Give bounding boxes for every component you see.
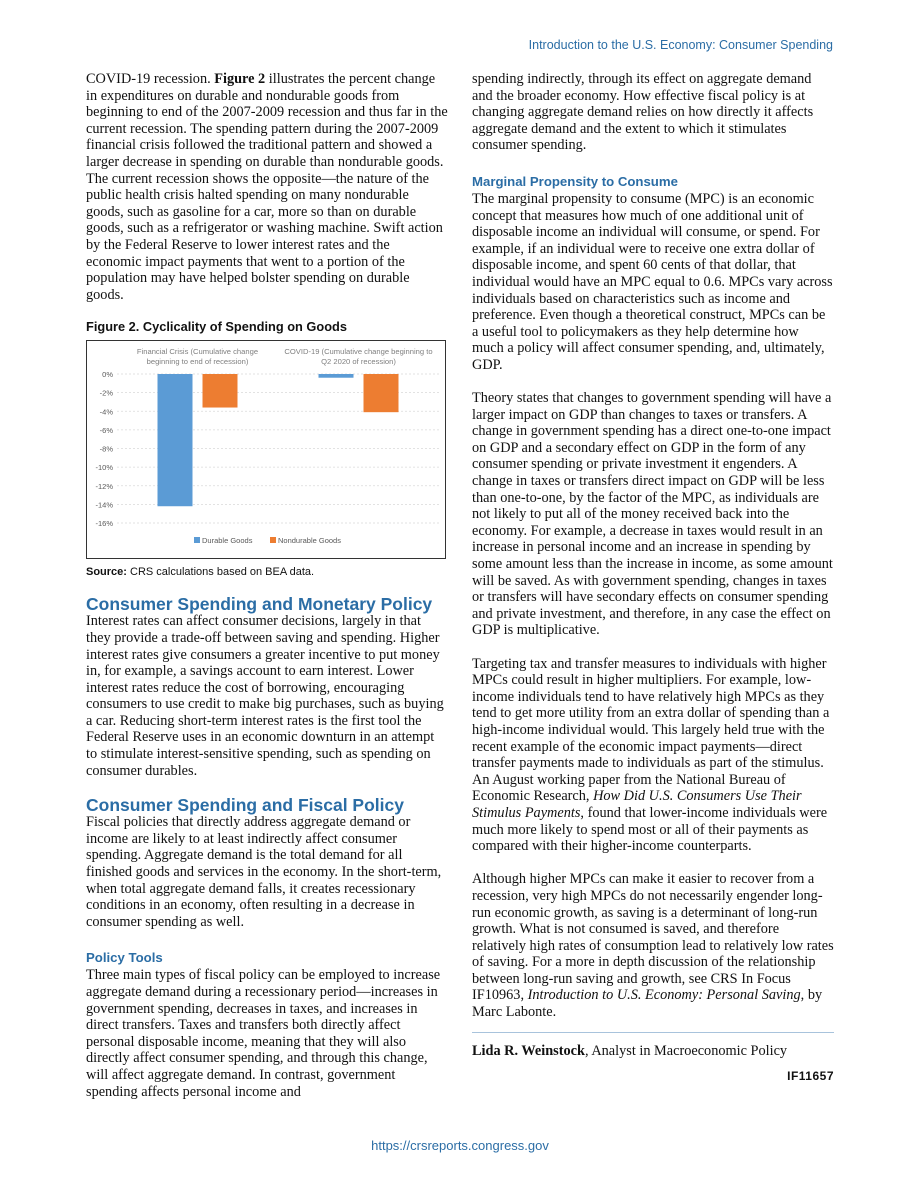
intro-paragraph: COVID-19 recession. Figure 2 illustrates the percent change in expenditures on durable and nondurable goods from beginning to end of the 2007-2009 recession and thus far in the current recession. The spending pattern during the 2007-2009 financial crisis followed the traditional pattern and showed a larger decrease in spending on durable than nondurable goods. The current recession shows the opposite—the nature of the public health crisis halted spending on many nondurable goods, such as gasoline for a car, more so than on durable goods, such as a refrigerator or washing machine. Swift action by the Federal Reserve to lower interest rates and the economic impact payments that went to a portion of the population may have helped bolster spending on durable goods. — [86, 71, 448, 303]
mpc-paragraph-4: Although higher MPCs can make it easier to recover from a recession, very high MPCs do not necessarily engender long-run economic growth, as saving is a determinant of long-run growth. What is not consumed is saved, and therefore relatively high rates of consumption lead to relatively low rates of saving. For a more in depth discussion of the relationship between long-run saving and growth, see CRS In Focus IF10963, Introduction to U.S. Economy: Personal Saving, by Marc Labonte. — [472, 871, 834, 1021]
legend-label: Nondurable Goods — [278, 536, 341, 546]
running-header: Introduction to the U.S. Economy: Consumer Spending — [528, 38, 833, 52]
y-tick-label: -4% — [99, 407, 113, 417]
mpc-paragraph-1: The marginal propensity to consume (MPC) is an economic concept that measures how much of one additional unit of disposable income an individual will consume, or spend. For example, if an individual were to receive one extra dollar of disposable income, and spent 60 cents of that dollar, that individual would have an MPC equal to 0.6. MPCs vary across individuals based on characteristics such as income and preference. Even though a theoretical construct, MPCs can be a useful tool to policymakers as they help determine how much a policy will affect consumer spending, and, ultimately, GDP. — [472, 190, 833, 373]
author-name: Lida R. Weinstock — [472, 1042, 585, 1059]
y-tick-label: -6% — [99, 426, 113, 436]
right-column — [472, 71, 834, 1083]
y-tick-label: -12% — [95, 482, 113, 492]
author-line: Lida R. Weinstock, Analyst in Macroeconomic Policy — [472, 1042, 788, 1059]
left-column — [86, 71, 448, 1100]
legend-swatch — [194, 537, 200, 543]
continued-paragraph: spending indirectly, through its effect on aggregate demand and the broader economy. How effective fiscal policy is at changing aggregate demand relies on how directly it affects aggregate demand and the extent to which it stimulates consumer spending. — [472, 71, 814, 154]
y-tick-label: -16% — [95, 519, 113, 529]
y-tick-label: -10% — [95, 463, 113, 473]
bar — [319, 374, 354, 378]
y-tick-label: -8% — [99, 444, 113, 454]
figure-title: Figure 2. Cyclicality of Spending on Goods — [86, 319, 347, 335]
y-tick-label: -2% — [99, 388, 113, 398]
category-label: COVID-19 (Cumulative change beginning to — [284, 347, 433, 357]
spending-chart — [87, 341, 445, 558]
product-code: IF11657 — [787, 1069, 834, 1084]
author-divider — [472, 1032, 834, 1033]
category-label: Financial Crisis (Cumulative change — [136, 347, 259, 357]
crs-report-title: Introduction to U.S. Economy: Personal Saving — [527, 987, 801, 1004]
footer-url[interactable]: https://crsreports.congress.gov — [371, 1138, 549, 1153]
chart-frame — [86, 340, 446, 559]
bar — [364, 374, 399, 412]
legend-swatch — [270, 537, 276, 543]
nber-paper-title: How Did U.S. Consumers Use Their Stimulus Payments — [472, 788, 802, 821]
mpc-paragraph-3: Targeting tax and transfer measures to individuals with higher MPCs could result in higher multipliers. For example, low-income individuals tend to have relatively high MPCs as they tend to get more utility from an extra dollar of spending than a high-income individual would. This largely held true with the recent example of the economic impact payments—direct transfer payments made to individuals as part of the stimulus. An August working paper from the National Bureau of Economic Research, How Did U.S. Consumers Use Their Stimulus Payments, found that lower-income individuals were much more likely to spend most or all of their payments as compared with their higher-income counterparts. — [472, 655, 830, 855]
fiscal-policy-heading: Consumer Spending and Fiscal Policy — [86, 795, 404, 816]
category-label: beginning to end of recession) — [146, 357, 249, 367]
figure-source: Source: CRS calculations based on BEA data. — [86, 566, 315, 579]
fiscal-policy-body: Fiscal policies that directly address aggregate demand or income are likely to at least indirectly affect consumer spending. Aggregate demand is the total demand for all finished goods and services in the economy. In the short-term, when total aggregate demand falls, it creates recessionary conditions in an economy, often resulting in a decrease in consumer spending as well. — [86, 814, 442, 930]
monetary-policy-body: Interest rates can affect consumer decisions, largely in that they provide a trade-off between saving and spending. Higher interest rates give consumers a greater incentive to put money in, for example, a savings account to earn interest. Lower interest rates reduce the cost of borrowing, encouraging consumers to use credit to make big purchases, such as buying a car. Reducing short-term interest rates is the first tool the Federal Reserve uses in an economic downturn in an attempt to stimulate interest-sensitive spending, such as spending on consumer durables. — [86, 613, 444, 779]
y-tick-label: -14% — [95, 500, 113, 510]
policy-tools-body: Three main types of fiscal policy can be employed to increase aggregate demand during a recessionary period—increases in government spending, decreases in taxes, and increases in direct transfers. Taxes and transfers both directly affect personal disposable income, meaning that they will also directly affect consumer spending, and through this change, will affect aggregate demand. In contrast, government spending affects personal income and — [86, 967, 441, 1100]
bar — [203, 374, 238, 408]
mpc-paragraph-2: Theory states that changes to government spending will have a larger impact on GDP than changes to taxes or transfers. A change in government spending has a direct one-to-one impact on GDP and a secondary effect on GDP in the form of any consumer spending or private investment it engenders. A change in taxes or transfers direct impact on GDP will be less than one-to-one, by the factor of the MPC, as individuals are not likely to put all of the money received back into the economy. For example, a decrease in taxes would result in an increase in personal income and an increase in spending by some amount less than the increase in income, as some amount will be saved. As with government spending, changes in taxes or transfers will have secondary effects on consumer spending and private investment, and therefore, in any case the effect on GDP is multiplicative. — [472, 390, 833, 639]
legend-label: Durable Goods — [202, 536, 253, 546]
policy-tools-heading: Policy Tools — [86, 950, 163, 966]
mpc-heading: Marginal Propensity to Consume — [472, 173, 678, 189]
category-label: Q2 2020 of recession) — [321, 357, 396, 367]
y-tick-label: 0% — [102, 370, 113, 380]
bar — [158, 374, 193, 506]
monetary-policy-heading: Consumer Spending and Monetary Policy — [86, 594, 433, 615]
figure-reference: Figure 2 — [214, 71, 266, 87]
